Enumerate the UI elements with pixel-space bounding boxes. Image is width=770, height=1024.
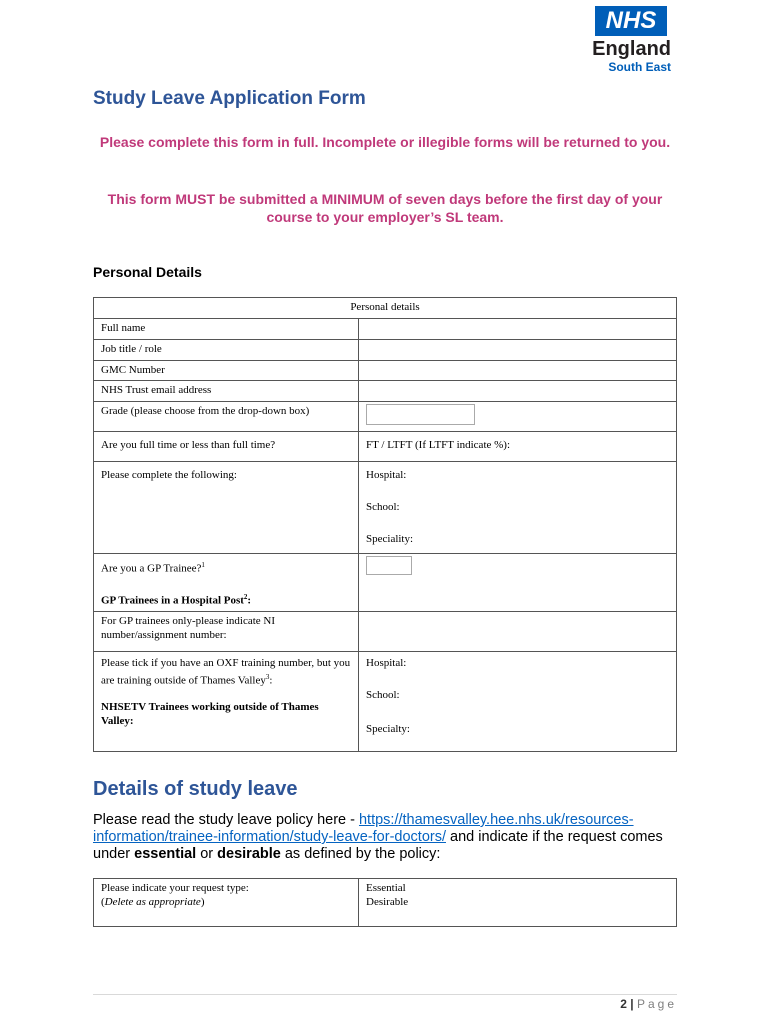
gmc-field[interactable]	[359, 361, 677, 381]
hospital-label-2: Hospital:	[366, 657, 407, 669]
gp-ni-label: For GP trainees only-please indicate NI number/assignment number:	[94, 612, 359, 652]
request-type-sublabel: (Delete as appropriate)	[101, 896, 205, 908]
notice-deadline: This form MUST be submitted a MINIMUM of seven days before the first day of your course to your employer’s SL team.	[107, 191, 663, 225]
request-type-table	[93, 878, 677, 927]
gp-trainee-checkbox[interactable]	[366, 556, 412, 575]
personal-details-label: Personal Details	[93, 264, 202, 280]
nhsetv-label: NHSETV Trainees working outside of Thames Valley:	[101, 700, 319, 727]
footer-divider	[93, 994, 677, 995]
details-heading: Details of study leave	[93, 778, 298, 800]
specialty-label-2: Specialty:	[366, 723, 410, 735]
gmc-label: GMC Number	[94, 361, 359, 381]
email-field[interactable]	[359, 381, 677, 402]
logo-region: South East	[608, 60, 671, 74]
hospital-school-speciality-cell[interactable]	[359, 462, 677, 554]
request-type-options[interactable]	[359, 879, 677, 927]
gp-hospital-post: GP Trainees in a Hospital Post$^2$:	[101, 592, 252, 607]
full-name-label: Full name	[94, 319, 359, 340]
gp-trainee-cell	[94, 554, 359, 612]
hospital-label: Hospital:	[366, 469, 407, 481]
personal-details-table	[93, 297, 677, 752]
full-name-field[interactable]	[359, 319, 677, 340]
grade-cell	[359, 402, 677, 432]
nhs-logo-mark: NHS	[595, 6, 667, 36]
school-label: School:	[366, 501, 400, 513]
table-header: Personal details	[94, 298, 677, 319]
speciality-label: Speciality:	[366, 533, 414, 545]
gp-trainee-question: Are you a GP Trainee?$^1$	[101, 561, 205, 575]
gp-trainee-answer-cell	[359, 554, 677, 612]
oxf-label: Please tick if you have an OXF training number, but you are training outside of Thames Valley$^3$:	[101, 657, 351, 687]
oxf-cell	[94, 652, 359, 752]
logo-org: England	[592, 38, 671, 60]
school-label-2: School:	[366, 689, 400, 701]
option-desirable[interactable]: Desirable	[366, 896, 409, 908]
gp-ni-field[interactable]	[359, 612, 677, 652]
fulltime-field[interactable]: FT / LTFT (If LTFT indicate %):	[359, 432, 677, 462]
policy-link[interactable]: https://thamesvalley.hee.nhs.uk/resources-information/trainee-information/study-leave-for-doctors/	[93, 812, 634, 845]
complete-following-label: Please complete the following:	[94, 462, 359, 554]
page-title: Study Leave Application Form	[93, 88, 366, 109]
page-number: 2	[620, 997, 627, 1011]
fulltime-label: Are you full time or less than full time?	[94, 432, 359, 462]
grade-dropdown[interactable]	[366, 404, 475, 425]
email-label: NHS Trust email address	[94, 381, 359, 402]
oxf-answer-cell[interactable]	[359, 652, 677, 752]
nhs-england-logo	[591, 6, 671, 74]
request-type-label-cell	[94, 879, 359, 927]
option-essential[interactable]: Essential	[366, 882, 406, 894]
policy-paragraph: Please read the study leave policy here - https://thamesvalley.hee.nhs.uk/resources-information/trainee-information/study-leave-for-doctors/ and indicate if the request comes under essential or desirable as defined by the policy:	[93, 812, 663, 862]
page-label: Page	[636, 997, 677, 1011]
notice-incomplete: Please complete this form in full. Incomplete or illegible forms will be returned to you.	[99, 134, 671, 150]
grade-label: Grade (please choose from the drop-down box)	[94, 402, 359, 432]
job-title-field[interactable]	[359, 340, 677, 361]
job-title-label: Job title / role	[94, 340, 359, 361]
page-footer: 2 | Page	[620, 997, 677, 1011]
request-type-label: Please indicate your request type:	[101, 882, 249, 894]
